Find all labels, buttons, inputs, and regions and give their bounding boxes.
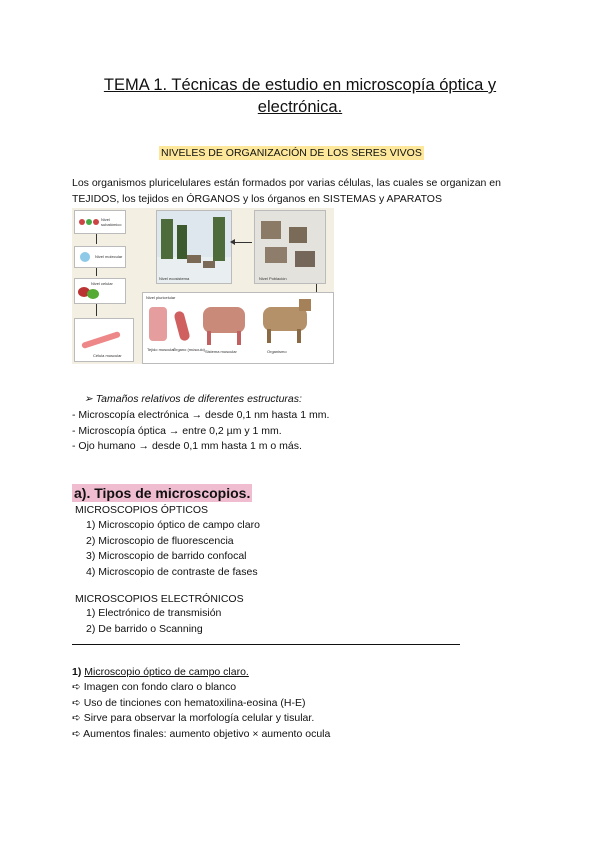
optical-item: 1) Microscopio óptico de campo claro — [86, 519, 260, 531]
organism-levels-box — [142, 292, 334, 364]
item1-title: Microscopio óptico de campo claro. — [84, 666, 249, 678]
bullet-item: ➪ Sirve para observar la morfología celular y tisular. — [72, 712, 315, 724]
tissue-label: Tejido muscular — [147, 347, 175, 352]
optical-item: 4) Microscopio de contraste de fases — [86, 565, 258, 578]
atom-box — [74, 210, 126, 234]
molecule-label: Nivel molecular — [95, 254, 123, 259]
optical-heading: MICROSCOPIOS ÓPTICOS — [75, 504, 209, 516]
item1-bullets — [72, 680, 330, 742]
electronic-item: 1) Electrónico de transmisión — [86, 607, 222, 619]
size-item: - Microscopía electrónica → desde 0,1 nm hasta 1 mm. — [72, 409, 330, 421]
bullet-item: ➪ Imagen con fondo claro o blanco — [72, 681, 237, 693]
title-line-2: electrónica. — [257, 98, 343, 116]
optical-list — [86, 518, 260, 580]
organism-header-label: Nivel pluricelular — [146, 295, 176, 300]
intro-line-2: TEJIDOS, los tejidos en ÓRGANOS y los órganos en SISTEMAS y APARATOS — [72, 192, 442, 205]
electronic-item: 2) De barrido o Scanning — [86, 622, 203, 635]
molecule-box — [74, 246, 126, 268]
intro-paragraph — [72, 176, 501, 207]
population-label: Nivel Población — [259, 276, 287, 281]
atom-label: Nivel subatómico — [101, 217, 122, 227]
intro-line-1: Los organismos pluricelulares están formados por varias células, las cuales se organizan en — [72, 177, 501, 189]
electronic-list — [86, 606, 221, 637]
ecosystem-image — [156, 210, 232, 284]
optical-item: 3) Microscopio de barrido confocal — [86, 550, 247, 562]
bullet-item: ➪ Uso de tinciones con hematoxilina-eosina (H-E) — [72, 696, 306, 709]
electronic-heading: MICROSCOPIOS ELECTRÓNICOS — [75, 593, 244, 605]
horizontal-rule — [72, 644, 460, 645]
cell-box — [74, 318, 134, 362]
organism-label: Organismo — [267, 349, 287, 354]
population-image — [254, 210, 326, 284]
title-line-1: TEMA 1. Técnicas de estudio en microscopía óptica y — [103, 76, 497, 94]
ecosystem-label: Nivel ecosistema — [159, 276, 190, 281]
optical-item: 2) Microscopio de fluorescencia — [86, 534, 234, 547]
levels-heading: NIVELES DE ORGANIZACIÓN DE LOS SERES VIVOS — [161, 147, 422, 159]
item1-number: 1) — [72, 666, 82, 678]
item1-heading — [72, 665, 249, 681]
page-title — [0, 74, 600, 118]
size-item: - Ojo humano → desde 0,1 mm hasta 1 m o más. — [72, 440, 302, 452]
organelle-label: Nivel celular — [91, 281, 113, 286]
sizes-list — [72, 408, 329, 455]
size-item: - Microscopía óptica → entre 0,2 µm y 1 mm. — [72, 424, 282, 437]
section-a-heading: a). Tipos de microscopios. — [74, 485, 251, 501]
organization-levels-figure — [72, 208, 334, 364]
cell-label: Célula muscular — [93, 353, 122, 358]
organ-label: Órgano (músculo) — [173, 347, 206, 352]
bullet-item: ➪ Aumentos finales: aumento objetivo × aumento ocula — [72, 727, 331, 740]
system-label: Sistema muscular — [205, 349, 237, 354]
sizes-heading: ➢ Tamaños relativos de diferentes estructuras: — [84, 393, 302, 405]
organelle-box — [74, 278, 126, 304]
